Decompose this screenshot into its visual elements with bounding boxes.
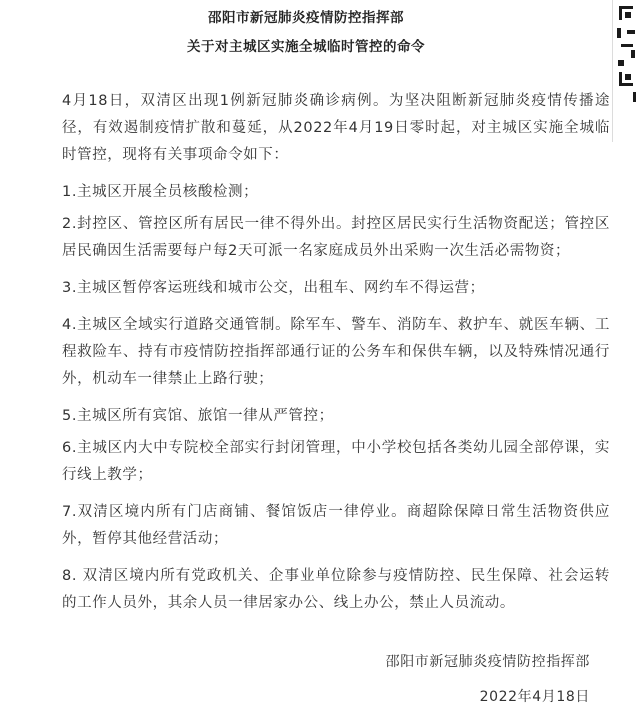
item-8: 8. 双清区境内所有党政机关、企事业单位除参与疫情防控、民生保障、社会运转的工作人员外，其余人员一律居家办公、线上办公，禁止人员流动。 xyxy=(62,568,610,611)
item-1: 1.主城区开展全员核酸检测； xyxy=(62,184,259,200)
item-2: 2.封控区、管控区所有居民一律不得外出。封控区居民实行生活物资配送；管控区居民确因生活需要每户每2天可派一名家庭成员外出采购一次生活必需物资； xyxy=(62,216,610,259)
item-5: 5.主城区所有宾馆、旅馆一律从严管控； xyxy=(62,408,334,424)
item-7: 7.双清区境内所有门店商铺、餐馆饭店一律停业。商超除保障日常生活物资供应外，暂停其他经营活动； xyxy=(62,504,610,547)
signature-org: 邵阳市新冠肺炎疫情防控指挥部 xyxy=(385,654,590,670)
qr-code-fragment xyxy=(612,0,640,142)
intro-paragraph: 4月18日，双清区出现1例新冠肺炎确诊病例。为坚决阻断新冠肺炎疫情传播途径，有效遏制疫情扩散和蔓延，从2022年4月19日零时起，对主城区实施全城临时管控，现将有关事项命令如下： xyxy=(62,93,610,163)
item-3: 3.主城区暂停客运班线和城市公交，出租车、网约车不得运营； xyxy=(62,280,485,296)
signature-date: 2022年4月18日 xyxy=(479,689,590,705)
document-title-subject: 关于对主城区实施全城临时管控的命令 xyxy=(187,39,425,55)
item-6: 6.主城区内大中专院校全部实行封闭管理，中小学校包括各类幼儿园全部停课，实行线上教学； xyxy=(62,440,610,483)
item-4: 4.主城区全域实行道路交通管制。除军车、警车、消防车、救护车、就医车辆、工程救险车、持有市疫情防控指挥部通行证的公务车和保供车辆，以及特殊情况通行外，机动车一律禁止上路行驶； xyxy=(62,317,610,387)
document-title-issuer: 邵阳市新冠肺炎疫情防控指挥部 xyxy=(208,10,404,26)
